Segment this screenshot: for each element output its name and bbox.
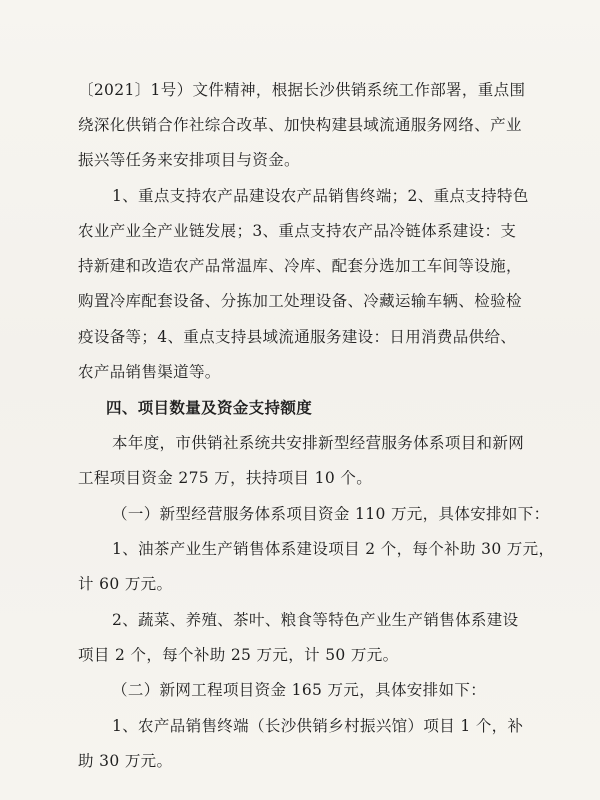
paragraph-line: 助 30 万元。 [78,752,173,770]
paragraph-line: 农业产业全产业链发展；3、重点支持农产品冷链体系建设：支 [78,222,517,240]
paragraph-line: 1、油茶产业生产销售体系建设项目 2 个，每个补助 30 万元， [112,540,555,558]
paragraph-line: 持新建和改造农产品常温库、冷库、配套分选加工车间等设施， [78,257,522,275]
paragraph-line: 工程项目资金 275 万，扶持项目 10 个。 [78,469,373,487]
paragraph-line: 〔2021〕1号）文件精神，根据长沙供销系统工作部署，重点围 [78,81,526,99]
paragraph-line: 疫设备等；4、重点支持县域流通服务建设：日用消费品供给、 [78,328,517,346]
paragraph-line: 计 60 万元。 [78,575,173,593]
paragraph-line: 项目 2 个，每个补助 25 万元，计 50 万元。 [78,646,399,664]
paragraph-line: 农产品销售渠道等。 [78,363,221,381]
paragraph-line: 振兴等任务来安排项目与资金。 [78,151,300,169]
paragraph-line: 购置冷库配套设备、分拣加工处理设备、冷藏运输车辆、检验检 [78,292,522,310]
paragraph-line: （二）新网工程项目资金 165 万元，具体安排如下： [112,681,487,699]
paragraph-line: 1、重点支持农产品建设农产品销售终端；2、重点支持特色 [112,187,529,205]
paragraph-line: 绕深化供销合作社综合改革、加快构建县域流通服务网络、产业 [78,116,522,134]
section-heading: 四、项目数量及资金支持额度 [106,399,313,417]
paragraph-line: 本年度，市供销社系统共安排新型经营服务体系项目和新网 [112,434,525,452]
paragraph-line: 1、农产品销售终端（长沙供销乡村振兴馆）项目 1 个，补 [112,717,524,735]
paragraph-line: （一）新型经营服务体系项目资金 110 万元，具体安排如下： [112,505,550,523]
paragraph-line: 2、蔬菜、养殖、茶叶、粮食等特色产业生产销售体系建设 [112,611,519,629]
